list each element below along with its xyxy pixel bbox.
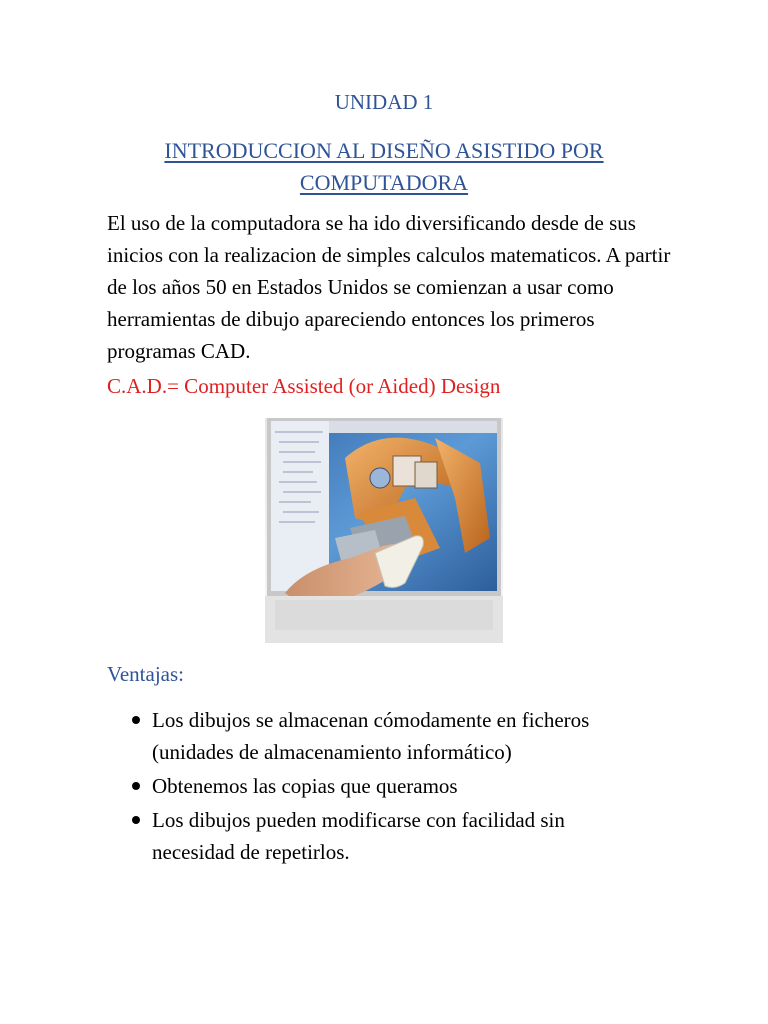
unit-label: UNIDAD 1 xyxy=(334,90,434,114)
advantages-heading: Ventajas: xyxy=(107,662,184,686)
list-item: Los dibujos pueden modificarse con facilidad sin necesidad de repetirlos. xyxy=(130,804,650,868)
cad-photo-illustration xyxy=(265,418,503,643)
document-title: INTRODUCCION AL DISEÑO ASISTIDO POR COMPUTADORA xyxy=(164,138,604,195)
cad-definition: C.A.D.= Computer Assisted (or Aided) Design xyxy=(107,374,501,398)
list-item: Los dibujos se almacenan cómodamente en ficheros (unidades de almacenamiento informático) xyxy=(130,704,650,768)
advantages-list xyxy=(130,704,650,870)
cad-photo xyxy=(265,418,503,643)
list-item: Obtenemos las copias que queramos xyxy=(130,770,650,802)
intro-paragraph: El uso de la computadora se ha ido diversificando desde de sus inicios con la realizacion de simples calculos matematicos. A partir de los años 50 en Estados Unidos se comienzan a usar como herramientas de dibujo apareciendo entonces los primeros programas CAD. xyxy=(107,211,671,363)
